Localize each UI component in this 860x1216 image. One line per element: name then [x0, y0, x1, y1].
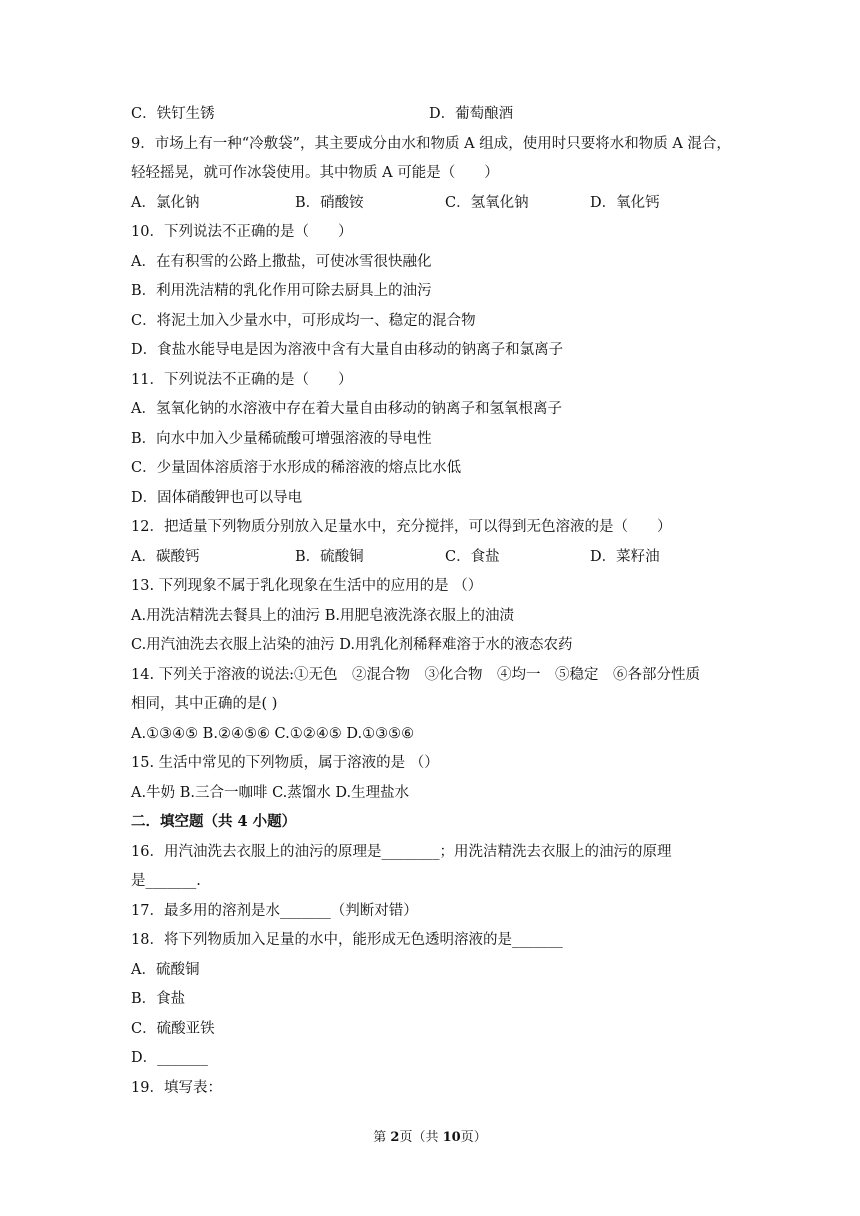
q19-stem: 19．填写表： — [131, 1080, 222, 1096]
q11-stem: 11．下列说法不正确的是（ ） — [131, 372, 353, 388]
q12-stem: 12．把适量下列物质分别放入足量水中，充分搅拌，可以得到无色溶液的是（ ） — [131, 519, 672, 535]
page-footer — [0, 1129, 860, 1147]
q18-option-c: C．硫酸亚铁 — [131, 1021, 215, 1037]
q14-stem-line1: 14. 下列关于溶液的说法:①无色 ②混合物 ③化合物 ④均一 ⑤稳定 ⑥各部分性质 — [131, 667, 701, 683]
q10-option-a: A．在有积雪的公路上撒盐，可使冰雪很快融化 — [131, 254, 432, 270]
q16-stem-line2: 是_______. — [131, 873, 201, 889]
q10-option-b: B．利用洗洁精的乳化作用可除去厨具上的油污 — [131, 283, 432, 299]
q9-option-c: C．氢氧化钠 — [445, 195, 529, 211]
footer-mid: 页（共 — [399, 1130, 443, 1145]
q15-options: A.牛奶 B.三合一咖啡 C.蒸馏水 D.生理盐水 — [131, 785, 410, 801]
q14-options: A.①③④⑤ B.②④⑤⑥ C.①②④⑤ D.①③⑤⑥ — [131, 726, 415, 742]
q13-options-ab: A.用洗洁精洗去餐具上的油污 B.用肥皂液洗涤衣服上的油渍 — [131, 608, 514, 624]
footer-total-pages: 10 — [442, 1130, 461, 1145]
q12-option-b: B．硫酸铜 — [295, 549, 364, 565]
q8-option-c: C．铁钉生锈 — [131, 106, 215, 122]
q12-option-c: C．食盐 — [445, 549, 500, 565]
q15-stem: 15. 生活中常见的下列物质，属于溶液的是 （） — [131, 755, 439, 771]
q12-option-d: D．菜籽油 — [590, 549, 660, 565]
footer-page-number: 2 — [390, 1130, 400, 1145]
q11-option-a: A．氢氧化钠的水溶液中存在着大量自由移动的钠离子和氢氧根离子 — [131, 401, 562, 417]
q14-stem-line2: 相同，其中正确的是( ) — [131, 696, 278, 712]
q9-option-a: A．氯化钠 — [131, 195, 200, 211]
q16-stem-line1: 16．用汽油洗去衣服上的油污的原理是________；用洗洁精洗去衣服上的油污的原理 — [131, 844, 672, 860]
q18-stem: 18．将下列物质加入足量的水中，能形成无色透明溶液的是_______ — [131, 932, 563, 948]
q9-stem-line2: 轻轻摇晃，就可作冰袋使用。其中物质 A 可能是（ ） — [131, 165, 499, 181]
footer-suffix: 页） — [460, 1130, 487, 1145]
q17-stem: 17．最多用的溶剂是水_______（判断对错） — [131, 903, 418, 919]
q13-stem: 13. 下列现象不属于乳化现象在生活中的应用的是 （） — [131, 578, 483, 594]
q13-options-cd: C.用汽油洗去衣服上沾染的油污 D.用乳化剂稀释难溶于水的液态农药 — [131, 637, 573, 653]
q18-option-a: A．硫酸铜 — [131, 962, 200, 978]
q9-option-d: D．氧化钙 — [590, 195, 660, 211]
q8-option-d: D．葡萄酿酒 — [429, 106, 514, 122]
section-heading: 二．填空题（共 4 小题） — [131, 813, 297, 830]
footer-prefix: 第 — [373, 1130, 391, 1145]
q8-options-row — [131, 104, 729, 124]
q10-stem: 10．下列说法不正确的是（ ） — [131, 224, 353, 240]
q18-option-d: D．_______ — [131, 1050, 208, 1066]
q10-option-d: D．食盐水能导电是因为溶液中含有大量自由移动的钠离子和氯离子 — [131, 342, 564, 358]
q18-option-b: B．食盐 — [131, 991, 186, 1007]
q10-option-c: C．将泥土加入少量水中，可形成均一、稳定的混合物 — [131, 313, 476, 329]
q12-option-a: A．碳酸钙 — [131, 549, 200, 565]
q12-options-row — [131, 547, 729, 567]
q9-options-row — [131, 193, 729, 213]
q9-option-b: B．硝酸铵 — [295, 195, 364, 211]
q11-option-d: D．固体硝酸钾也可以导电 — [131, 490, 303, 506]
q9-stem-line1: 9．市场上有一种“冷敷袋”，其主要成分由水和物质 A 组成，使用时只要将水和物质 A 混合， — [131, 136, 731, 152]
q11-option-c: C．少量固体溶质溶于水形成的稀溶液的熔点比水低 — [131, 460, 462, 476]
q11-option-b: B．向水中加入少量稀硫酸可增强溶液的导电性 — [131, 431, 432, 447]
